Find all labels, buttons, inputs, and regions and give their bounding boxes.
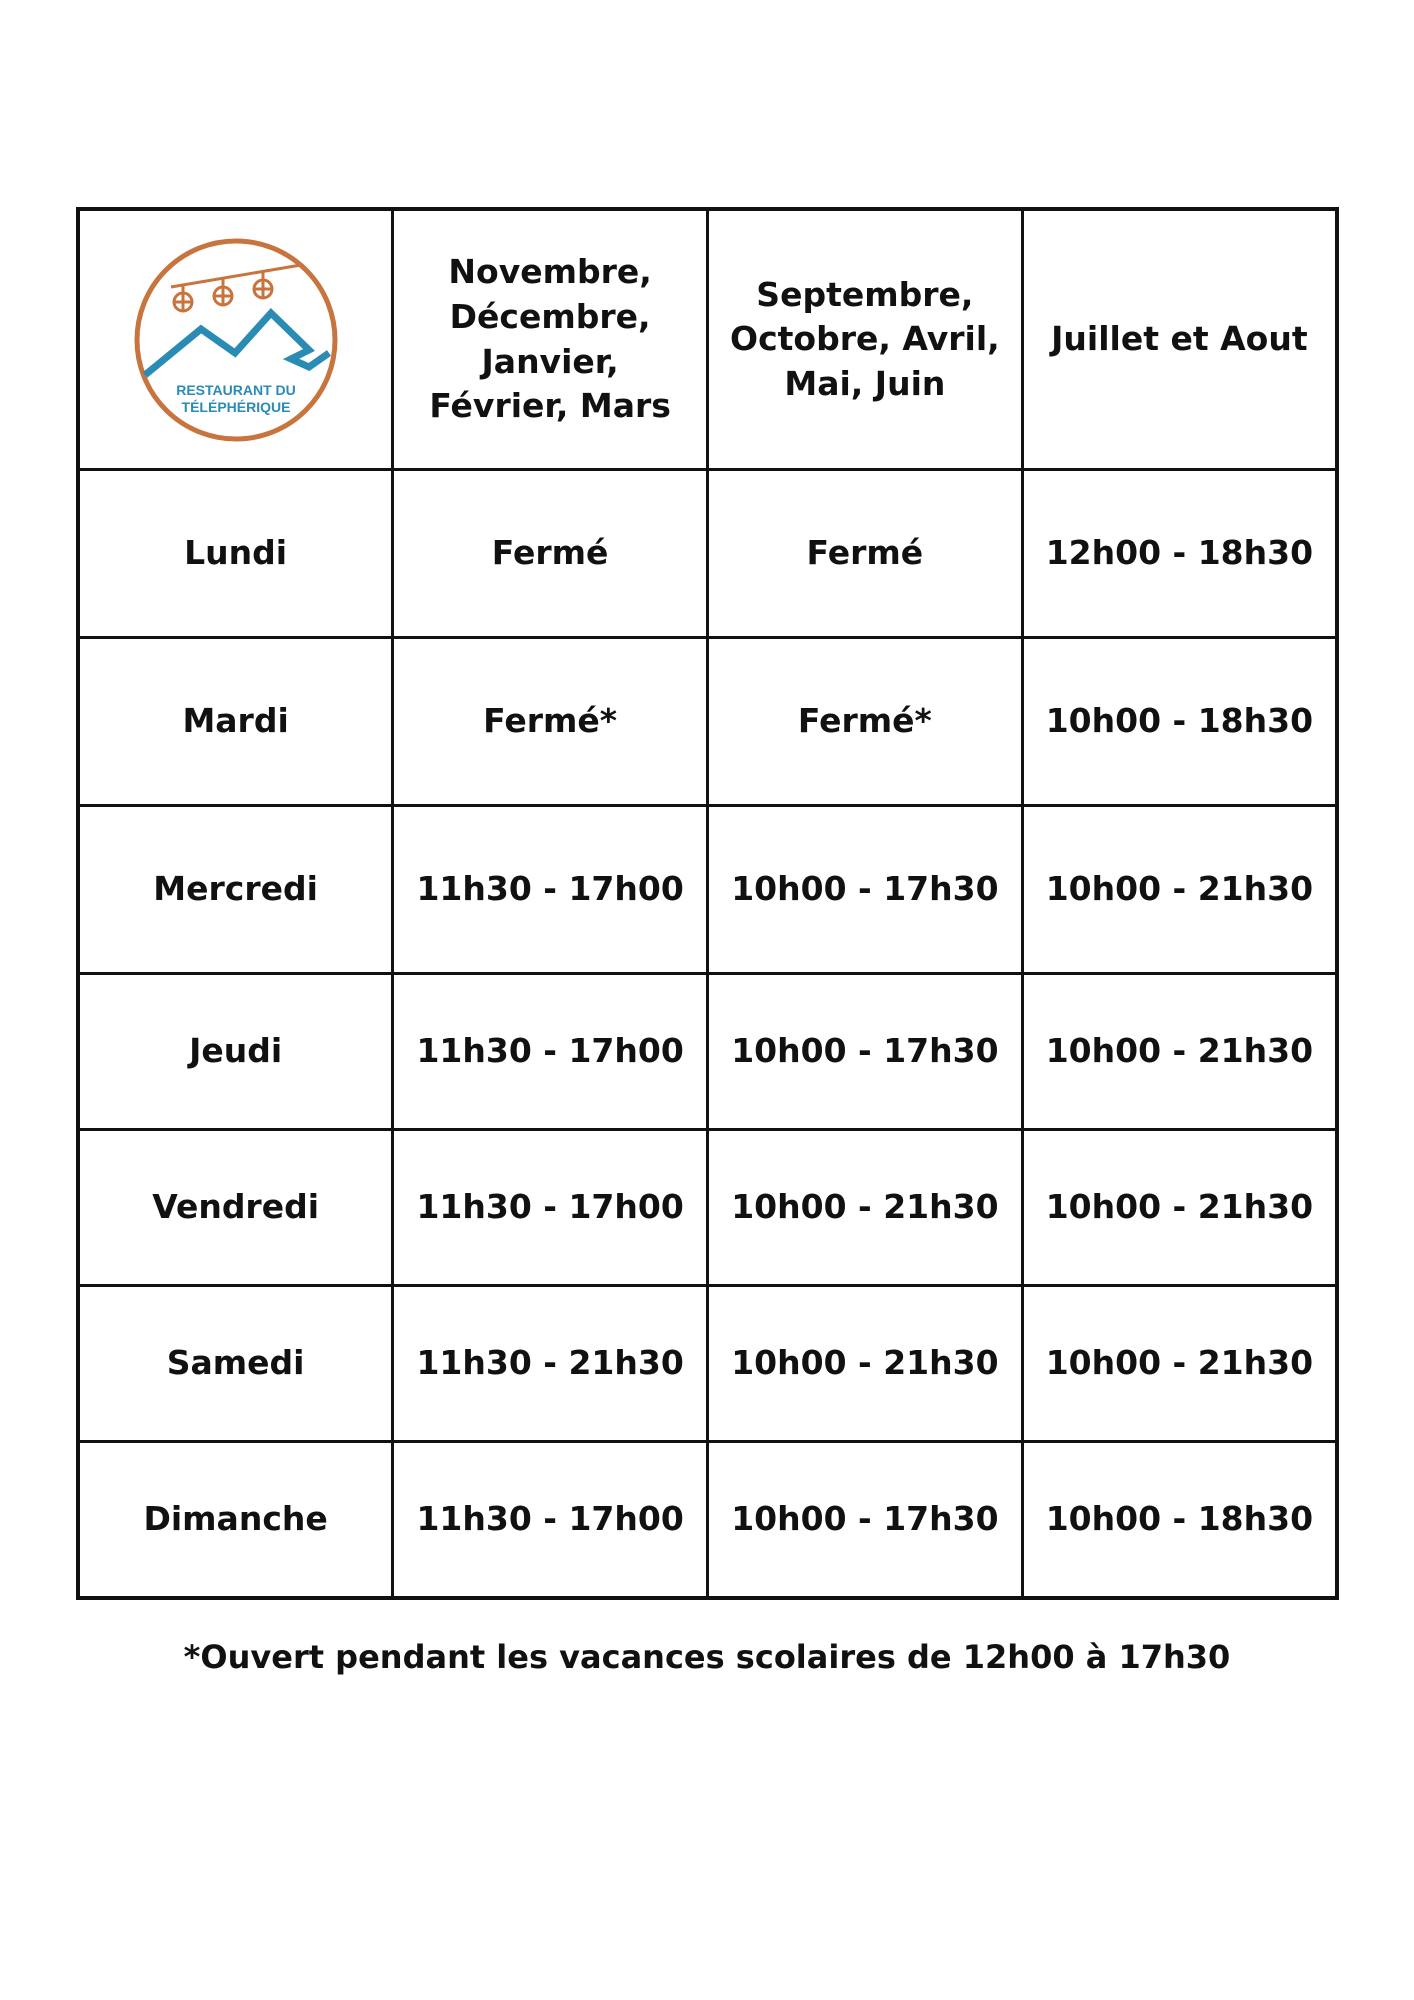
hours-cell: 10h00 - 21h30: [1022, 1286, 1337, 1442]
logo-cell: [78, 209, 393, 470]
logo-text-line1: RESTAURANT DU: [175, 381, 296, 398]
hours-cell: 11h30 - 21h30: [393, 1286, 708, 1442]
hours-cell: Fermé*: [393, 638, 708, 806]
header-row: [78, 209, 1337, 470]
restaurant-logo: [131, 235, 341, 445]
day-label: Jeudi: [78, 974, 393, 1130]
table-row: [78, 1130, 1337, 1286]
footnote: *Ouvert pendant les vacances scolaires de 12h00 à 17h30: [183, 1638, 1231, 1676]
hours-cell: Fermé: [393, 470, 708, 638]
opening-hours-table: [76, 207, 1339, 1600]
day-label: Samedi: [78, 1286, 393, 1442]
hours-cell: Fermé: [708, 470, 1023, 638]
hours-cell: 10h00 - 21h30: [708, 1286, 1023, 1442]
hours-cell: 10h00 - 18h30: [1022, 1442, 1337, 1599]
hours-cell: 11h30 - 17h00: [393, 1130, 708, 1286]
hours-cell: 11h30 - 17h00: [393, 974, 708, 1130]
hours-cell: 10h00 - 17h30: [708, 806, 1023, 974]
hours-cell: 10h00 - 17h30: [708, 1442, 1023, 1599]
day-label: Mercredi: [78, 806, 393, 974]
hours-cell: 10h00 - 21h30: [1022, 1130, 1337, 1286]
day-label: Dimanche: [78, 1442, 393, 1599]
hours-cell: 10h00 - 18h30: [1022, 638, 1337, 806]
hours-cell: 10h00 - 21h30: [708, 1130, 1023, 1286]
day-label: Mardi: [78, 638, 393, 806]
day-label: Vendredi: [78, 1130, 393, 1286]
hours-cell: 12h00 - 18h30: [1022, 470, 1337, 638]
table-row: [78, 806, 1337, 974]
table-row: [78, 974, 1337, 1130]
hours-cell: 11h30 - 17h00: [393, 806, 708, 974]
hours-cell: 10h00 - 21h30: [1022, 806, 1337, 974]
hours-cell: 10h00 - 21h30: [1022, 974, 1337, 1130]
table-row: [78, 470, 1337, 638]
logo-text-line2: TÉLÉPHÉRIQUE: [181, 398, 291, 415]
day-label: Lundi: [78, 470, 393, 638]
column-header-midseason: Septembre, Octobre, Avril, Mai, Juin: [708, 209, 1023, 470]
table-row: [78, 1442, 1337, 1599]
table-row: [78, 638, 1337, 806]
table-row: [78, 1286, 1337, 1442]
column-header-summer: Juillet et Aout: [1022, 209, 1337, 470]
column-header-winter: Novembre, Décembre, Janvier, Février, Mars: [393, 209, 708, 470]
hours-cell: Fermé*: [708, 638, 1023, 806]
hours-cell: 10h00 - 17h30: [708, 974, 1023, 1130]
hours-cell: 11h30 - 17h00: [393, 1442, 708, 1599]
